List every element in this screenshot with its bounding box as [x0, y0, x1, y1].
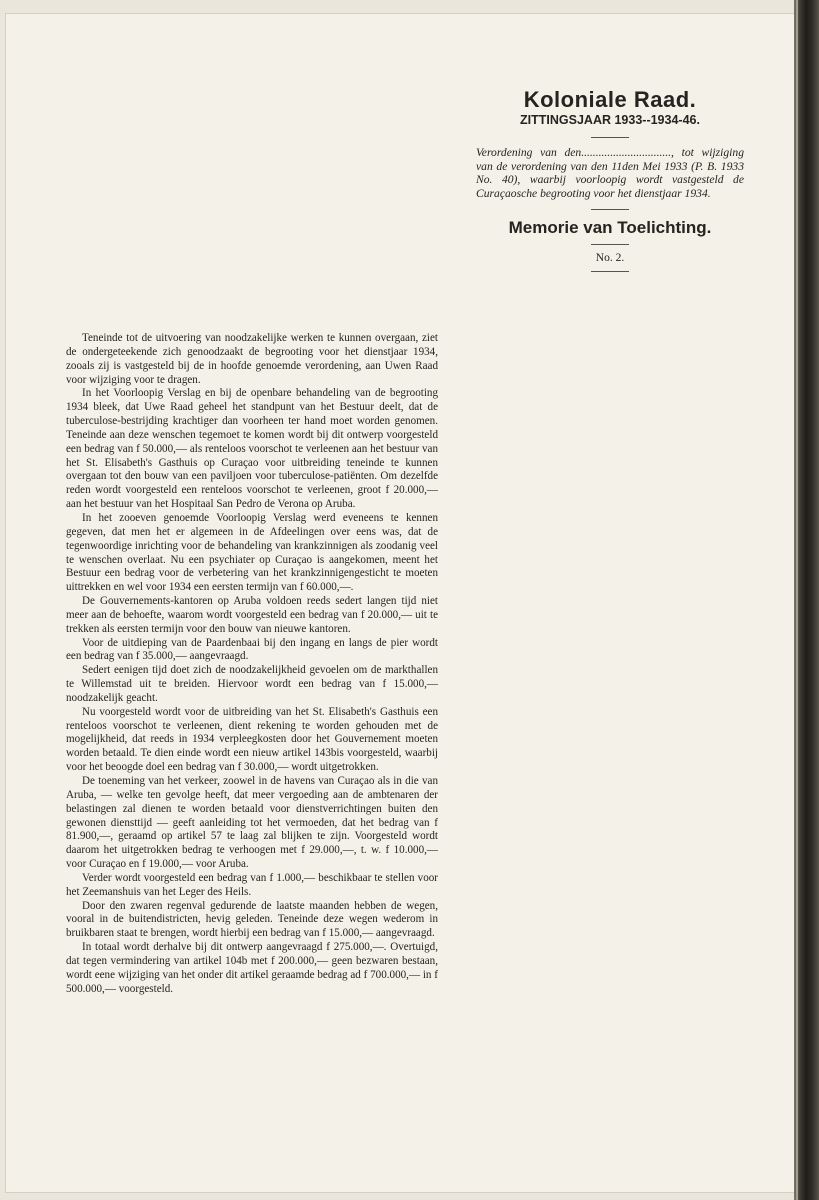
document-header: [474, 88, 746, 278]
paragraph: In het Voorloopig Verslag en bij de openbare behandeling van de begrooting 1934 bleek, dat Uwe Raad geheel het standpunt van het Bestuur deelt, dat de tuberculose-bestrijding krachtiger dan voorheen ter hand moet worden genomen. Teneinde aan deze wenschen tegemoet te komen wordt bij dit ontwerp voorgesteld een bedrag van f 50.000,— als renteloos voorschot te verleenen aan het bestuur van het St. Elisabeth's Gasthuis op Curaçao voor uitbreiding teneinde te kunnen overgaan tot den bouw van een paviljoen voor tuberculose-patiënten. Om dezelfde reden wordt voorgesteld een renteloos voorschot te verleenen, groot f 20.000,— aan het bestuur van het Hospitaal San Pedro de Verona op Aruba.: [66, 387, 438, 511]
paragraph: In totaal wordt derhalve bij dit ontwerp aangevraagd f 275.000,—. Overtuigd, dat tegen vermindering van artikel 104b met f 200.000,— geen bezwaren bestaan, wordt eene wijziging van het onder dit artikel geraamde bedrag ad f 700.000,— in f 500.000,— voorgesteld.: [66, 941, 438, 995]
document-number: No. 2.: [595, 252, 625, 265]
divider: [591, 137, 629, 138]
paragraph: Sedert eenigen tijd doet zich de noodzakelijkheid gevoelen om de markthallen te Willemstad uit te breiden. Hiervoor wordt een bedrag van f 15.000,— noodzakelijk geacht.: [66, 664, 438, 704]
divider: [591, 271, 629, 272]
binding-edge-highlight: [796, 0, 798, 1200]
divider: [591, 244, 629, 245]
paragraph: Voor de uitdieping van de Paardenbaai bij den ingang en langs de pier wordt een bedrag van f 35.000,— aangevraagd.: [66, 636, 438, 663]
paragraph: Verder wordt voorgesteld een bedrag van f 1.000,— beschikbaar te stellen voor het Zeemanshuis van het Leger des Heils.: [66, 871, 438, 898]
paragraph: In het zooeven genoemde Voorloopig Verslag werd eveneens te kennen gegeven, dat men het er algemeen in de Afdeelingen over eens was, dat de tegenwoordige inrichting voor de behandeling van krankzinnigen als zoodanig veel te wenschen overlaat. Nu een psychiater op Curaçao is aangekomen, meent het Bestuur een bedrag voor de verbetering van het krankzinnigengesticht te moeten uittrekken en wel voor 1934 een eersten termijn van f 60.000,—.: [66, 511, 438, 594]
paragraph: Nu voorgesteld wordt voor de uitbreiding van het St. Elisabeth's Gasthuis een renteloos voorschot te verleenen, dient rekening te worden gehouden met de mogelijkheid, dat reeds in 1934 verpleegkosten door het Gouvernement moeten worden betaald. Te dien einde wordt een nieuw artikel 143bis voorgesteld, waarbij voor het beoogde doel een bedrag van f 30.000,— wordt uitgetrokken.: [66, 705, 438, 774]
council-title: Koloniale Raad.: [523, 87, 697, 112]
paragraph: Teneinde tot de uitvoering van noodzakelijke werken te kunnen overgaan, ziet de ondergeteekende zich genoodzaakt de begrooting voor het dienstjaar 1934, zooals zij is vastgesteld bij de in hoofde genoemde verordening, aan Uwen Raad voor wijziging voor te dragen.: [66, 332, 438, 386]
paragraph: Door den zwaren regenval gedurende de laatste maanden hebben de wegen, vooral in de buitendistricten, hevig geleden. Teneinde deze wegen wederom in bruikbaren staat te brengen, wordt hierbij een bedrag van f 15.000,— aangevraagd.: [66, 899, 438, 940]
memorie-heading: Memorie van Toelichting.: [508, 218, 712, 238]
ordinance-description: Verordening van den..............................., tot wijziging van de verordening van den 11den Mei 1933 (P. B. 1933 No. 40), waarbij voorloopig wordt vastgesteld de Curaçaosche begrooting voor het dienstjaar 1934.: [476, 146, 744, 200]
document-page: [6, 14, 794, 1192]
explanatory-text: [66, 332, 438, 997]
session-year: ZITTINGSJAAR 1933--1934-46.: [520, 113, 700, 127]
paragraph: De toeneming van het verkeer, zoowel in de havens van Curaçao als in die van Aruba, — welke ten gevolge heeft, dat meer vergoeding aan de ambtenaren der belastingen zal dienen te worden betaald voor dienstverrichtingen buiten den gewonen diensttijd — geeft aanleiding tot het vermoeden, dat het bedrag van f 81.900,—, geraamd op artikel 57 te laag zal blijken te zijn. Voorgesteld wordt daarom het uitgetrokken bedrag te verhoogen met f 29.000,—, t. w. f 10.000,— voor Curaçao en f 19.000,— voor Aruba.: [66, 775, 438, 871]
paragraph: De Gouvernements-kantoren op Aruba voldoen reeds sedert langen tijd niet meer aan de behoefte, waarom wordt voorgesteld een bedrag van f 20.000,— uit te trekken als eersten termijn voor den bouw van nieuwe kantoren.: [66, 595, 438, 635]
divider: [591, 209, 629, 210]
